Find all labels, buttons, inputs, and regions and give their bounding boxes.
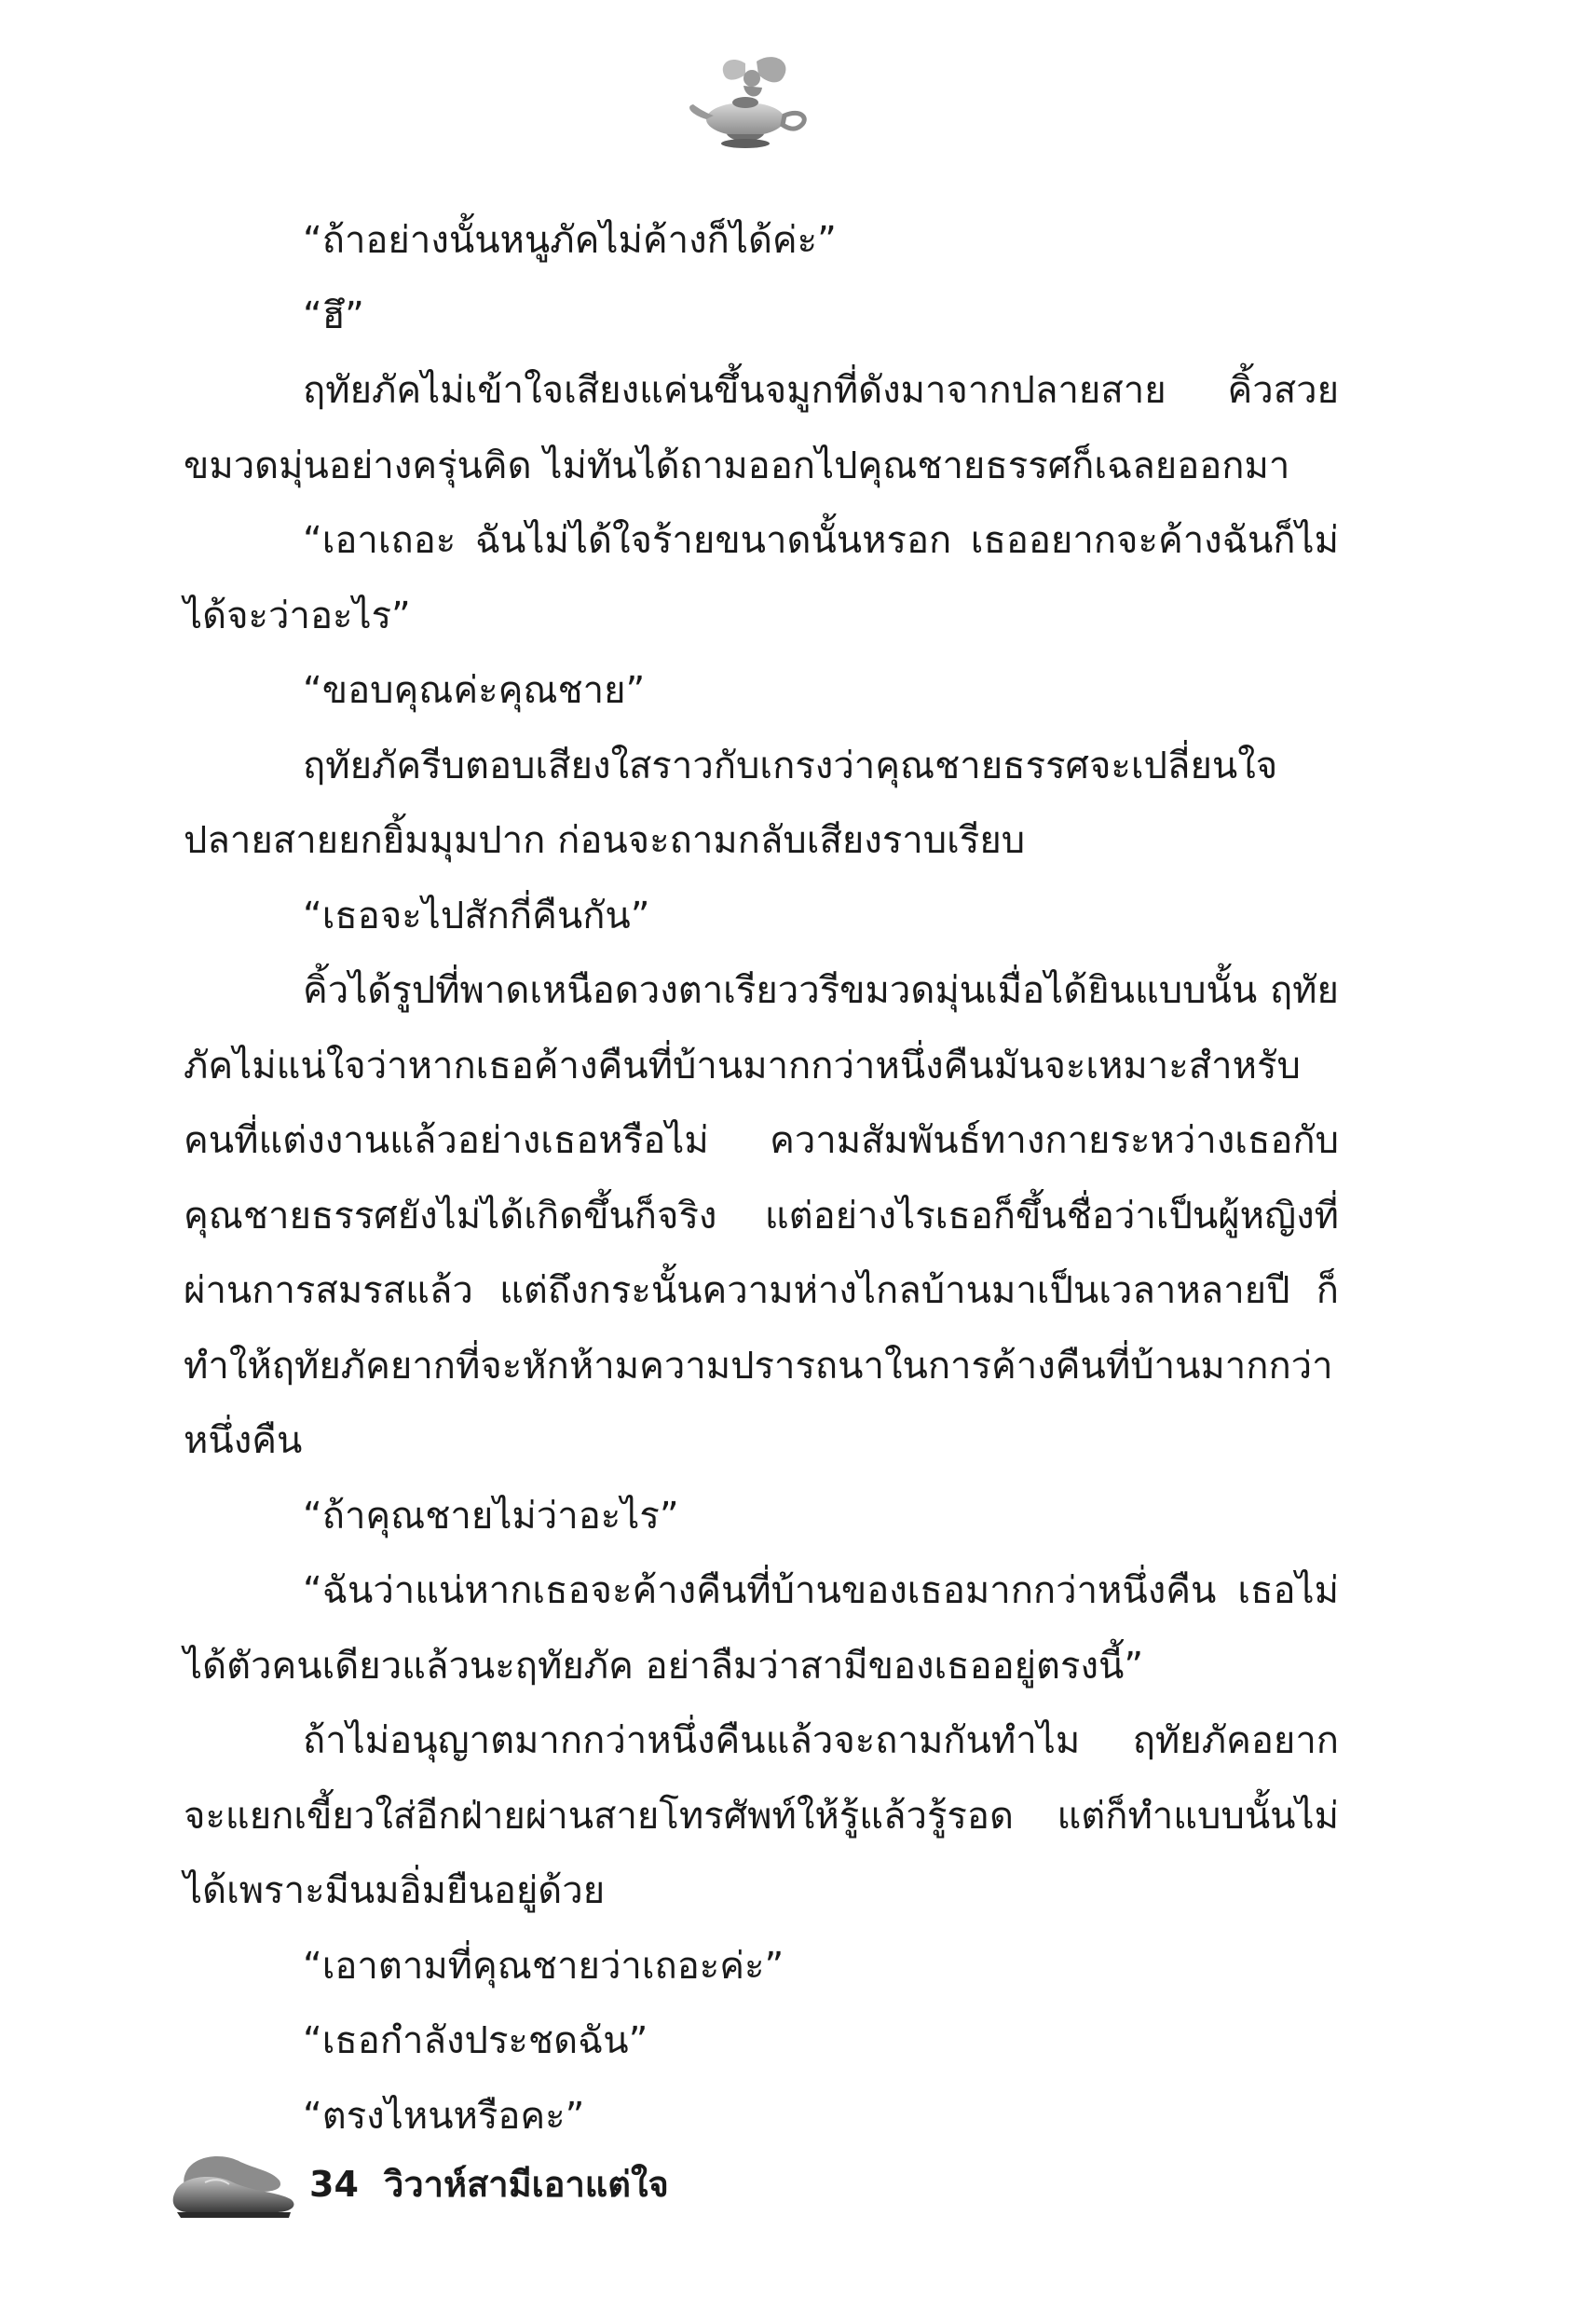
page-number: 34	[309, 2164, 359, 2205]
paragraph: “เธอจะไปสักกี่คืนกัน”	[303, 894, 650, 937]
paragraph: “เอาตามที่คุณชายว่าเถอะค่ะ”	[303, 1944, 784, 1988]
paragraph: “ฮึ”	[303, 294, 364, 337]
shoes-icon	[168, 2134, 307, 2227]
paragraph: ฤทัยภัคไม่เข้าใจเสียงแค่นขึ้นจมูกที่ดังมาจากปลายสาย คิ้วสวยขมวดมุ่นอย่างครุ่นคิด ไม่ทันได้ถามออกไปคุณชายธรรศก็เฉลยออกมา	[184, 369, 1339, 487]
paragraph: ฤทัยภัครีบตอบเสียงใสราวกับเกรงว่าคุณชายธรรศจะเปลี่ยนใจ ปลายสายยกยิ้มมุมปาก ก่อนจะถามกลับเสียงราบเรียบ	[184, 744, 1278, 862]
body-text	[184, 203, 1339, 2154]
paragraph: “ถ้าคุณชายไม่ว่าอะไร”	[303, 1494, 679, 1538]
paragraph: คิ้วได้รูปที่พาดเหนือดวงตาเรียววรีขมวดมุ่นเมื่อได้ยินแบบนั้น ฤทัยภัคไม่แน่ใจว่าหากเธอค้างคืนที่บ้านมากกว่าหนึ่งคืนมันจะเหมาะสำหรับคนที่แต่งงานแล้วอย่างเธอหรือไม่ ความสัมพันธ์ทางกายระหว่างเธอกับคุณชายธรรศยังไม่ได้เกิดขึ้นก็จริง แต่อย่างไรเธอก็ขึ้นชื่อว่าเป็นผู้หญิงที่ผ่านการสมรสแล้ว แต่ถึงกระนั้นความห่างไกลบ้านมาเป็นเวลาหลายปี ก็ทำให้ฤทัยภัคยากที่จะหักห้ามความปรารถนาในการค้างคืนที่บ้านมากกว่าหนึ่งคืน	[184, 969, 1339, 1462]
paragraph: “เอาเถอะ ฉันไม่ได้ใจร้ายขนาดนั้นหรอก เธออยากจะค้างฉันก็ไม่ได้จะว่าอะไร”	[184, 519, 1339, 637]
cupid-lamp-icon	[680, 54, 820, 166]
paragraph: “ถ้าอย่างนั้นหนูภัคไม่ค้างก็ได้ค่ะ”	[303, 219, 837, 262]
paragraph: “ฉันว่าแน่หากเธอจะค้างคืนที่บ้านของเธอมากกว่าหนึ่งคืน เธอไม่ได้ตัวคนเดียวแล้วนะฤทัยภัค อย่าลืมว่าสามีของเธออยู่ตรงนี้”	[184, 1569, 1339, 1688]
page-footer	[168, 2134, 913, 2227]
paragraph: “ตรงไหนหรือคะ”	[303, 2094, 585, 2138]
paragraph: “ขอบคุณค่ะคุณชาย”	[303, 669, 646, 712]
book-title: วิวาห์สามีเอาแต่ใจ	[384, 2164, 669, 2205]
paragraph: “เธอกำลังประชดฉัน”	[303, 2019, 648, 2062]
paragraph: ถ้าไม่อนุญาตมากกว่าหนึ่งคืนแล้วจะถามกันทำไม ฤทัยภัคอยากจะแยกเขี้ยวใส่อีกฝ่ายผ่านสายโทรศัพท์ให้รู้แล้วรู้รอด แต่ก็ทำแบบนั้นไม่ได้เพราะมีนมอิ่มยืนอยู่ด้วย	[184, 1719, 1339, 1912]
